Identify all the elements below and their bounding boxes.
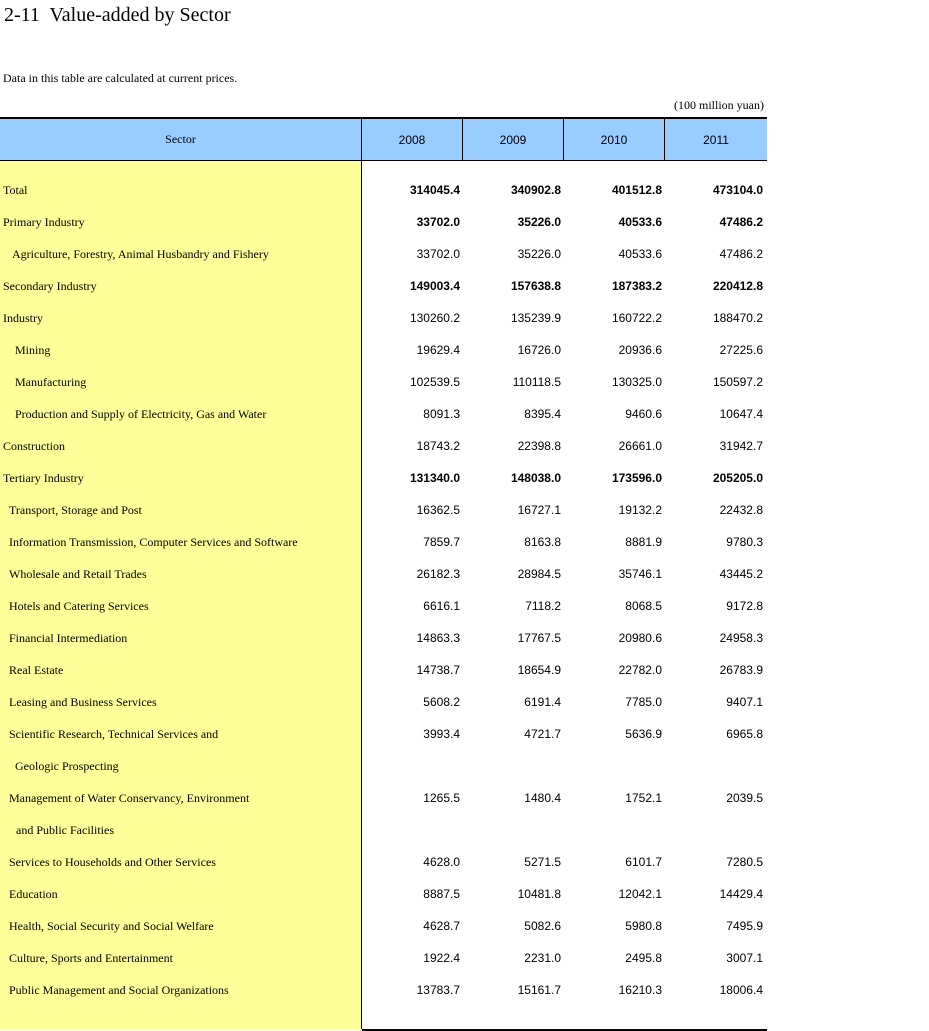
table-header-row — [0, 117, 767, 161]
header-year-2009: 2009 — [463, 119, 564, 160]
value-cell-2011: 43445.2 — [719, 567, 763, 581]
sector-label: Construction — [3, 438, 65, 453]
value-cell-2010: 187383.2 — [611, 279, 662, 293]
sector-label: Total — [3, 182, 28, 197]
value-cell-2010: 40533.6 — [618, 247, 662, 261]
value-cell-2010: 20936.6 — [618, 343, 662, 357]
value-cell-2010: 19132.2 — [618, 503, 662, 517]
sector-label: Health, Social Security and Social Welfare — [9, 918, 214, 933]
value-cell-2010: 40533.6 — [618, 215, 662, 229]
value-cell-2011: 24958.3 — [719, 631, 763, 645]
value-cell-2011: 31942.7 — [719, 439, 763, 453]
value-cell-2009: 4721.7 — [524, 727, 561, 741]
value-cell-2011: 47486.2 — [719, 215, 763, 229]
table-row — [0, 366, 767, 398]
table-row — [0, 718, 767, 750]
sector-label: Public Management and Social Organizations — [9, 982, 229, 997]
table-row — [0, 238, 767, 270]
value-cell-2009: 5082.6 — [524, 919, 561, 933]
table-row — [0, 270, 767, 302]
value-cell-2011: 9780.3 — [726, 535, 763, 549]
value-cell-2008: 8887.5 — [423, 887, 460, 901]
value-cell-2009: 17767.5 — [517, 631, 561, 645]
sector-label: Geologic Prospecting — [15, 758, 119, 773]
value-cell-2008: 1265.5 — [423, 791, 460, 805]
value-cell-2009: 18654.9 — [517, 663, 561, 677]
sector-label: Education — [9, 886, 58, 901]
value-cell-2010: 35746.1 — [618, 567, 662, 581]
value-cell-2011: 26783.9 — [719, 663, 763, 677]
value-cell-2009: 22398.8 — [517, 439, 561, 453]
value-cell-2009: 1480.4 — [524, 791, 561, 805]
header-year-2010: 2010 — [564, 119, 665, 160]
value-cell-2009: 157638.8 — [510, 279, 561, 293]
value-cell-2009: 7118.2 — [525, 599, 561, 613]
value-cell-2008: 149003.4 — [409, 279, 460, 293]
value-cell-2008: 131340.0 — [409, 471, 460, 485]
value-cell-2010: 401512.8 — [611, 183, 662, 197]
table-row — [0, 494, 767, 526]
table-row — [0, 846, 767, 878]
value-cell-2011: 188470.2 — [712, 311, 763, 325]
value-cell-2009: 15161.7 — [517, 983, 561, 997]
table-row — [0, 910, 767, 942]
value-cell-2008: 33702.0 — [416, 215, 460, 229]
sector-label: Services to Households and Other Services — [9, 854, 216, 869]
sector-label: Real Estate — [9, 662, 64, 677]
sector-label: Secondary Industry — [3, 278, 97, 293]
value-cell-2010: 12042.1 — [618, 887, 662, 901]
value-cell-2011: 473104.0 — [712, 183, 763, 197]
value-cell-2008: 13783.7 — [416, 983, 460, 997]
sector-label: Culture, Sports and Entertainment — [9, 950, 173, 965]
value-cell-2008: 102539.5 — [409, 375, 460, 389]
value-cell-2011: 3007.1 — [726, 951, 763, 965]
value-cell-2010: 16210.3 — [618, 983, 662, 997]
value-cell-2008: 26182.3 — [416, 567, 460, 581]
value-cell-2010: 8881.9 — [625, 535, 662, 549]
value-cell-2011: 6965.8 — [726, 727, 763, 741]
table-row — [0, 398, 767, 430]
value-cell-2009: 10481.8 — [517, 887, 561, 901]
value-cell-2011: 7280.5 — [726, 855, 763, 869]
value-added-table — [0, 117, 767, 1006]
value-cell-2010: 5636.9 — [625, 727, 662, 741]
table-rows — [0, 161, 767, 1006]
value-cell-2011: 220412.8 — [712, 279, 763, 293]
table-body — [0, 161, 767, 1006]
table-row — [0, 302, 767, 334]
table-row — [0, 590, 767, 622]
value-cell-2008: 4628.7 — [423, 919, 460, 933]
value-cell-2010: 6101.7 — [625, 855, 662, 869]
value-cell-2010: 173596.0 — [611, 471, 662, 485]
table-row — [0, 686, 767, 718]
sector-label: Mining — [15, 342, 51, 357]
sector-label: Agriculture, Forestry, Animal Husbandry and Fishery — [12, 246, 269, 261]
value-cell-2011: 27225.6 — [719, 343, 763, 357]
value-cell-2008: 33702.0 — [416, 247, 460, 261]
sector-label: Financial Intermediation — [9, 630, 128, 645]
value-cell-2009: 6191.4 — [524, 695, 561, 709]
sector-label: Primary Industry — [3, 214, 85, 229]
table-row — [0, 654, 767, 686]
value-cell-2008: 14738.7 — [416, 663, 460, 677]
table-row — [0, 782, 767, 814]
sector-label: Information Transmission, Computer Services and Software — [9, 534, 298, 549]
header-year-2011: 2011 — [703, 132, 729, 147]
table-row — [0, 942, 767, 974]
value-cell-2010: 26661.0 — [618, 439, 662, 453]
value-cell-2009: 2231.0 — [524, 951, 561, 965]
sector-label: Industry — [3, 310, 43, 325]
table-row — [0, 622, 767, 654]
value-cell-2011: 2039.5 — [726, 791, 763, 805]
header-year-2008: 2008 — [362, 119, 463, 160]
table-row — [0, 814, 767, 846]
value-cell-2011: 14429.4 — [719, 887, 763, 901]
value-cell-2009: 16727.1 — [517, 503, 561, 517]
value-cell-2008: 7859.7 — [423, 535, 460, 549]
value-cell-2009: 135239.9 — [510, 311, 561, 325]
value-cell-2008: 6616.1 — [423, 599, 460, 613]
sector-label: Transport, Storage and Post — [9, 502, 142, 517]
value-cell-2010: 2495.8 — [625, 951, 662, 965]
value-cell-2009: 35226.0 — [517, 247, 561, 261]
value-cell-2011: 47486.2 — [719, 247, 763, 261]
value-cell-2009: 8395.4 — [524, 407, 561, 421]
value-cell-2009: 148038.0 — [510, 471, 561, 485]
value-cell-2008: 314045.4 — [409, 183, 460, 197]
value-cell-2010: 22782.0 — [618, 663, 662, 677]
value-cell-2008: 16362.5 — [416, 503, 460, 517]
value-cell-2010: 5980.8 — [625, 919, 662, 933]
sector-label: and Public Facilities — [16, 822, 114, 837]
value-cell-2009: 340902.8 — [510, 183, 561, 197]
unit-label: (100 million yuan) — [674, 98, 764, 112]
table-row — [0, 526, 767, 558]
value-cell-2011: 205205.0 — [712, 471, 763, 485]
value-cell-2008: 19629.4 — [416, 343, 460, 357]
sector-label: Production and Supply of Electricity, Gas and Water — [15, 406, 267, 421]
value-cell-2008: 4628.0 — [423, 855, 460, 869]
value-cell-2008: 18743.2 — [416, 439, 460, 453]
value-cell-2009: 28984.5 — [517, 567, 561, 581]
table-row — [0, 558, 767, 590]
sector-label: Hotels and Catering Services — [9, 598, 149, 613]
sector-label: Manufacturing — [15, 374, 87, 389]
value-cell-2011: 10647.4 — [719, 407, 763, 421]
table-note: Data in this table are calculated at current prices. — [3, 71, 238, 85]
value-cell-2011: 18006.4 — [719, 983, 763, 997]
table-row — [0, 878, 767, 910]
table-row — [0, 334, 767, 366]
table-row — [0, 206, 767, 238]
value-cell-2010: 1752.1 — [625, 791, 662, 805]
table-row — [0, 430, 767, 462]
value-cell-2011: 7495.9 — [726, 919, 763, 933]
value-cell-2011: 9407.1 — [726, 695, 763, 709]
value-cell-2008: 14863.3 — [416, 631, 460, 645]
value-cell-2011: 9172.8 — [726, 599, 763, 613]
value-cell-2010: 160722.2 — [611, 311, 662, 325]
value-cell-2009: 5271.5 — [524, 855, 561, 869]
value-cell-2010: 20980.6 — [618, 631, 662, 645]
value-cell-2008: 3993.4 — [423, 727, 460, 741]
table-row — [0, 974, 767, 1006]
table-row — [0, 174, 767, 206]
page-title: 2-11 Value-added by Sector — [4, 4, 231, 26]
value-cell-2011: 22432.8 — [719, 503, 763, 517]
value-cell-2010: 9460.6 — [625, 407, 662, 421]
sector-label: Scientific Research, Technical Services and — [9, 726, 219, 741]
sector-label: Leasing and Business Services — [9, 694, 157, 709]
value-cell-2010: 130325.0 — [611, 375, 662, 389]
table-row — [0, 750, 767, 782]
value-cell-2008: 5608.2 — [423, 695, 460, 709]
value-cell-2009: 35226.0 — [517, 215, 561, 229]
sector-label: Wholesale and Retail Trades — [9, 566, 147, 581]
sector-label: Tertiary Industry — [3, 470, 84, 485]
value-cell-2010: 8068.5 — [625, 599, 662, 613]
table-row — [0, 462, 767, 494]
value-cell-2008: 8091.3 — [423, 407, 460, 421]
sector-label: Management of Water Conservancy, Environment — [9, 790, 250, 805]
value-cell-2009: 16726.0 — [517, 343, 561, 357]
value-cell-2008: 130260.2 — [409, 311, 460, 325]
header-sector: Sector — [0, 119, 362, 160]
value-cell-2008: 1922.4 — [423, 951, 460, 965]
value-cell-2010: 7785.0 — [625, 695, 662, 709]
value-cell-2011: 150597.2 — [712, 375, 763, 389]
value-cell-2009: 110118.5 — [512, 375, 561, 389]
value-cell-2009: 8163.8 — [524, 535, 561, 549]
